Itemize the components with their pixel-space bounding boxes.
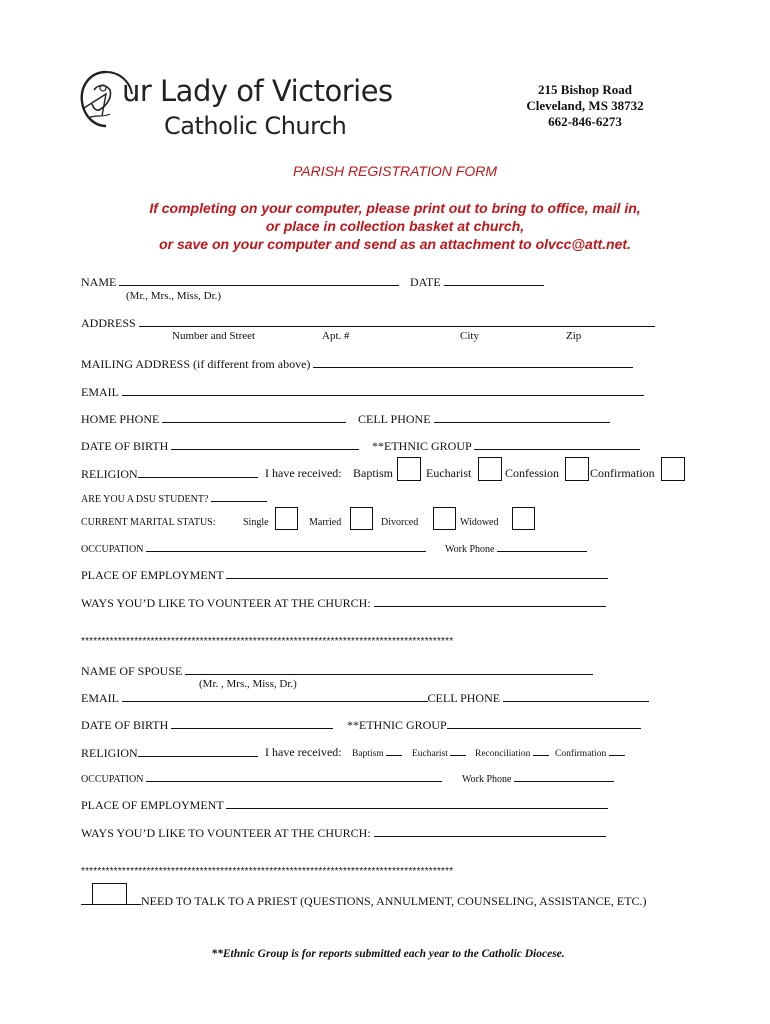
ethnic-label: **ETHNIC GROUP [372, 439, 472, 453]
confession-checkbox[interactable] [565, 457, 589, 481]
email-field[interactable] [122, 384, 644, 396]
spouse-occupation-row [81, 772, 442, 785]
spouse-occupation-field[interactable] [146, 772, 442, 782]
spouse-reconciliation-field[interactable] [533, 747, 549, 756]
spouse-volunteer-row [81, 825, 606, 841]
mailing-label: MAILING ADDRESS (if different from above) [81, 357, 311, 371]
spouse-eucharist-label: Eucharist [412, 749, 448, 759]
city-hint: City [460, 330, 479, 342]
spouse-email-label: EMAIL [81, 691, 119, 705]
occupation-label: OCCUPATION [81, 544, 144, 555]
date-label: DATE [410, 275, 441, 289]
religion-label: RELIGION [81, 467, 138, 481]
volunteer-label: WAYS YOU’D LIKE TO VOUNTEER AT THE CHURCH: [81, 596, 371, 610]
spouse-employment-label: PLACE OF EMPLOYMENT [81, 798, 224, 812]
spouse-religion-label: RELIGION [81, 746, 138, 760]
ethnic-row [372, 438, 640, 454]
spouse-ethnic-row [347, 717, 641, 733]
eucharist-label: Eucharist [426, 466, 472, 480]
cell-phone-label: CELL PHONE [358, 412, 431, 426]
spouse-volunteer-label: WAYS YOU’D LIKE TO VOUNTEER AT THE CHURCH: [81, 826, 371, 840]
confession-label: Confession [505, 466, 559, 480]
received-label: I have received: [265, 466, 342, 480]
spouse-name-row [81, 663, 593, 679]
spouse-ethnic-field[interactable] [447, 717, 641, 729]
occupation-field[interactable] [146, 542, 426, 552]
occupation-row [81, 542, 426, 555]
religion-row [81, 466, 258, 482]
divorced-label: Divorced [381, 517, 419, 528]
baptism-label: Baptism [353, 466, 394, 480]
mailing-row [81, 356, 633, 372]
marital-label: CURRENT MARITAL STATUS: [81, 517, 216, 528]
cell-phone-field[interactable] [434, 411, 610, 423]
spouse-confirmation-row [555, 747, 625, 759]
email-label: EMAIL [81, 385, 119, 399]
number-street-hint: Number and Street [172, 330, 256, 342]
dsu-label: ARE YOU A DSU STUDENT? [81, 494, 209, 505]
spouse-ethnic-label: **ETHNIC GROUP [347, 718, 447, 732]
instruction-line-2: or place in collection basket at church, [265, 218, 525, 234]
spouse-confirmation-label: Confirmation [555, 749, 607, 759]
spouse-dob-field[interactable] [171, 717, 333, 729]
spouse-name-field[interactable] [185, 663, 593, 675]
spouse-email-row [81, 690, 649, 706]
instructions [0, 199, 770, 253]
form-title: PARISH REGISTRATION FORM [292, 163, 498, 179]
spouse-dob-label: DATE OF BIRTH [81, 718, 169, 732]
mailing-field[interactable] [313, 356, 633, 368]
baptism-checkbox[interactable] [397, 457, 421, 481]
dsu-row [81, 492, 267, 505]
married-checkbox[interactable] [350, 507, 373, 530]
email-row [81, 384, 644, 400]
employment-row [81, 567, 608, 583]
address-city: Cleveland, MS 38732 [526, 98, 644, 113]
spouse-name-label: NAME OF SPOUSE [81, 664, 183, 678]
married-label: Married [309, 517, 342, 528]
spouse-religion-row [81, 745, 258, 761]
priest-row [81, 893, 647, 909]
address-field[interactable] [139, 315, 655, 327]
work-phone-field[interactable] [497, 542, 587, 552]
divorced-checkbox[interactable] [433, 507, 456, 530]
spouse-reconciliation-label: Reconciliation [475, 749, 531, 759]
cell-phone-row [358, 411, 610, 427]
spouse-eucharist-row [412, 747, 466, 759]
logo-sub-text: Catholic Church [164, 112, 347, 140]
spouse-received-label: I have received: [265, 745, 342, 759]
spouse-reconciliation-row [475, 747, 549, 759]
instruction-line-3: or save on your computer and send as an attachment to olvcc@att.net. [159, 236, 631, 252]
church-address [510, 82, 660, 130]
dob-field[interactable] [171, 438, 359, 450]
dsu-field[interactable] [211, 492, 267, 502]
section-separator-2: ******************************************************************************************* [81, 866, 454, 877]
spouse-confirmation-field[interactable] [609, 747, 625, 756]
spouse-work-phone-label: Work Phone [462, 774, 512, 785]
name-label: NAME [81, 275, 117, 289]
spouse-baptism-field[interactable] [386, 747, 402, 756]
confirmation-label: Confirmation [590, 466, 655, 480]
name-field[interactable] [119, 274, 399, 286]
eucharist-checkbox[interactable] [478, 457, 502, 481]
address-phone: 662-846-6273 [548, 114, 622, 129]
dob-label: DATE OF BIRTH [81, 439, 169, 453]
employment-label: PLACE OF EMPLOYMENT [81, 568, 224, 582]
spouse-occupation-label: OCCUPATION [81, 774, 144, 785]
widowed-label: Widowed [460, 517, 499, 528]
spouse-cell-field[interactable] [503, 690, 649, 702]
work-phone-row [445, 542, 587, 555]
spouse-eucharist-field[interactable] [450, 747, 466, 756]
spouse-baptism-row [352, 747, 402, 759]
spouse-name-hint: (Mr. , Mrs., Miss, Dr.) [199, 678, 297, 690]
apt-hint: Apt. # [322, 330, 350, 342]
ethnic-field[interactable] [474, 438, 640, 450]
address-street: 215 Bishop Road [538, 82, 632, 97]
name-hint: (Mr., Mrs., Miss, Dr.) [126, 290, 222, 302]
zip-hint: Zip [566, 330, 582, 342]
widowed-checkbox[interactable] [512, 507, 535, 530]
spouse-religion-field[interactable] [138, 745, 258, 757]
confirmation-checkbox[interactable] [661, 457, 685, 481]
spouse-work-phone-field[interactable] [514, 772, 614, 782]
priest-checkbox[interactable] [92, 883, 127, 905]
name-row [81, 274, 399, 290]
home-phone-label: HOME PHONE [81, 412, 160, 426]
spouse-work-phone-row [462, 772, 614, 785]
address-row [81, 315, 655, 331]
instruction-line-1: If completing on your computer, please print out to bring to office, mail in, [149, 200, 641, 216]
spouse-baptism-label: Baptism [352, 749, 384, 759]
spouse-employment-field[interactable] [226, 797, 608, 809]
single-checkbox[interactable] [275, 507, 298, 530]
work-phone-label: Work Phone [445, 544, 495, 555]
ethnic-footnote: **Ethnic Group is for reports submitted each year to the Catholic Diocese. [211, 948, 565, 960]
address-label: ADDRESS [81, 316, 136, 330]
volunteer-field[interactable] [374, 595, 606, 607]
employment-field[interactable] [226, 567, 608, 579]
spouse-volunteer-field[interactable] [374, 825, 606, 837]
religion-field[interactable] [138, 466, 258, 478]
date-field[interactable] [444, 274, 544, 286]
logo-main-text: ur Lady of Victories [122, 74, 393, 108]
church-logo [76, 66, 393, 150]
home-phone-field[interactable] [162, 411, 346, 423]
dob-row [81, 438, 359, 454]
home-phone-row [81, 411, 346, 427]
spouse-dob-row [81, 717, 333, 733]
spouse-employment-row [81, 797, 608, 813]
spouse-cell-label: CELL PHONE [427, 691, 501, 705]
section-separator: ******************************************************************************************* [81, 636, 454, 647]
priest-label: NEED TO TALK TO A PRIEST (QUESTIONS, ANNULMENT, COUNSELING, ASSISTANCE, ETC.) [141, 894, 647, 908]
spouse-email-field[interactable] [122, 690, 428, 702]
single-label: Single [243, 517, 269, 528]
date-row [410, 274, 544, 290]
volunteer-row [81, 595, 606, 611]
